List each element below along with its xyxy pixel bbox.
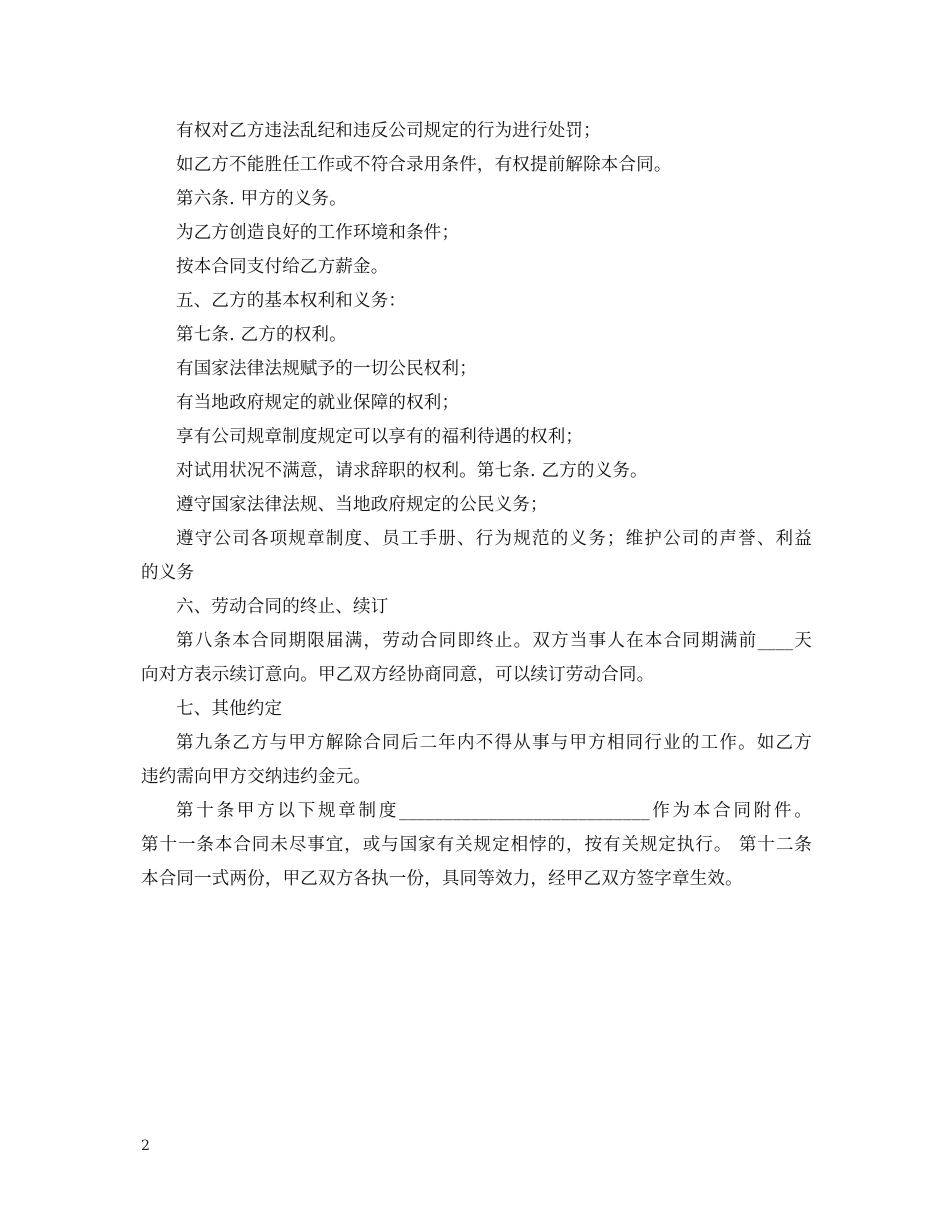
text-line-22: 第十一条本合同未尽事宜，或与国家有关规定相悖的，按有关规定执行。 第十二条 — [141, 835, 812, 855]
text-line-8: 有国家法律法规赋予的一切公民权利； — [176, 359, 477, 379]
text-line-4: 为乙方创造良好的工作环境和条件； — [176, 223, 460, 243]
section-heading-article-6: 第六条. 甲方的义务。 — [176, 189, 347, 209]
text-line-19: 第九条乙方与甲方解除合同后二年内不得从事与甲方相同行业的工作。如乙方 — [176, 733, 812, 753]
text-line-17: 向对方表示续订意向。甲乙双方经协商同意，可以续订劳动合同。 — [141, 665, 655, 685]
document-body — [141, 114, 812, 896]
text-line-12: 遵守国家法律法规、当地政府规定的公民义务； — [176, 495, 548, 515]
section-heading-part-6: 六、劳动合同的终止、续订 — [176, 597, 389, 617]
text-line-10: 享有公司规章制度规定可以享有的福利待遇的权利； — [176, 427, 584, 447]
text-line-13: 遵守公司各项规章制度、员工手册、行为规范的义务；维护公司的声誉、利益 — [176, 529, 812, 549]
text-line-5: 按本合同支付给乙方薪金。 — [176, 257, 389, 277]
text-line-9: 有当地政府规定的就业保障的权利； — [176, 393, 460, 413]
text-line-16: 第八条本合同期限届满，劳动合同即终止。双方当事人在本合同期满前____天 — [176, 631, 812, 651]
page-number: 2 — [141, 1138, 150, 1154]
text-line-21: 第十条甲方以下规章制度____________________________作为本合同附件。 — [176, 801, 812, 821]
section-heading-article-7-rights: 第七条. 乙方的权利。 — [176, 325, 347, 345]
text-line-23: 本合同一式两份，甲乙双方各执一份，具同等效力，经甲乙双方签字章生效。 — [141, 869, 743, 889]
text-line-11: 对试用状况不满意，请求辞职的权利。第七条. 乙方的义务。 — [176, 461, 648, 481]
text-line-1: 有权对乙方违法乱纪和违反公司规定的行为进行处罚； — [176, 121, 601, 141]
section-heading-part-7: 七、其他约定 — [176, 699, 283, 719]
text-line-2: 如乙方不能胜任工作或不符合录用条件，有权提前解除本合同。 — [176, 155, 672, 175]
text-line-20: 违约需向甲方交纳违约金元。 — [141, 767, 372, 787]
section-heading-part-5: 五、乙方的基本权利和义务： — [176, 291, 407, 311]
text-line-14: 的义务 — [141, 563, 195, 583]
